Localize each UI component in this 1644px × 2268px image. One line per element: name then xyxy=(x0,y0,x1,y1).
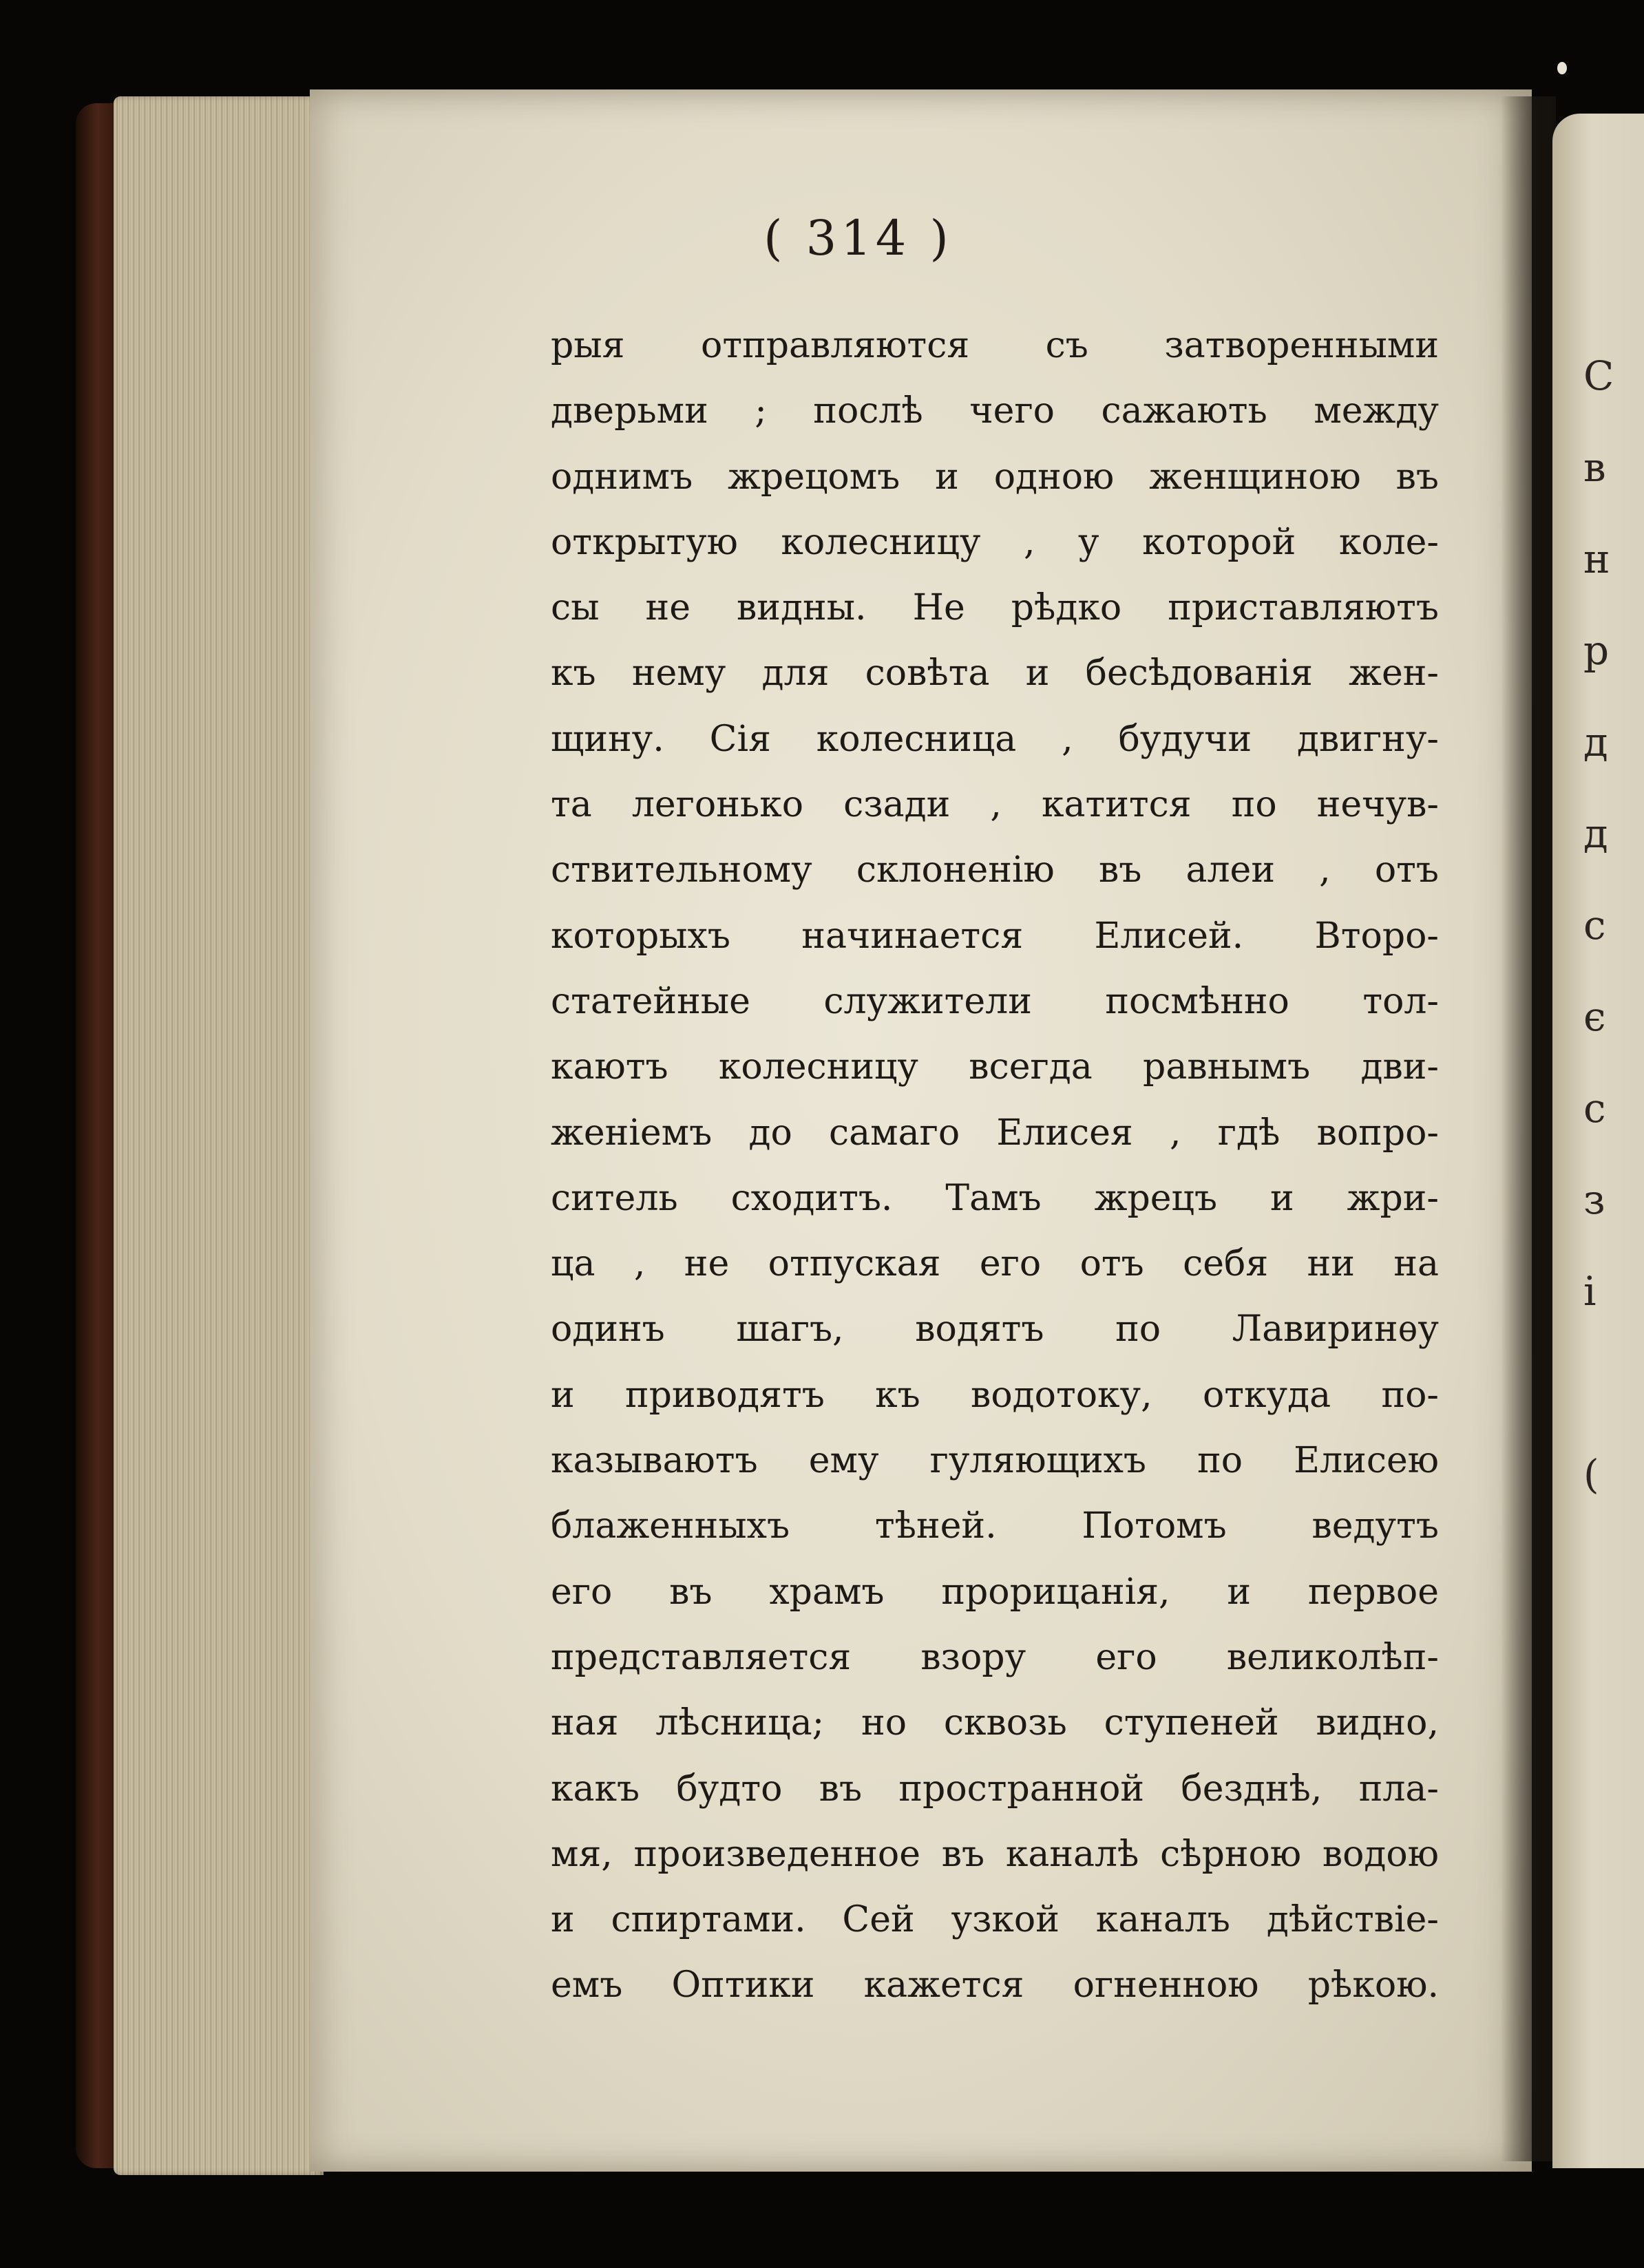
text-line: представляется взору его великолѣп- xyxy=(551,1636,1439,1678)
facing-letter: і xyxy=(1583,1268,1596,1315)
facing-letter: C xyxy=(1583,352,1614,399)
text-line: емъ Оптики кажется огненною рѣкою. xyxy=(551,1964,1439,2006)
page-body-text xyxy=(551,313,1439,2019)
facing-letter: р xyxy=(1583,627,1610,674)
text-line: щину. Сія колесница , будучи двигну- xyxy=(551,718,1439,760)
facing-letter xyxy=(1583,1337,1644,1429)
text-line: ца , не отпуская его отъ себя ни на xyxy=(551,1243,1439,1285)
text-line: которыхъ начинается Елисей. Второ- xyxy=(551,915,1439,957)
text-line: казываютъ ему гуляющихъ по Елисею xyxy=(551,1440,1439,1482)
facing-letter: в xyxy=(1583,444,1606,491)
text-line: открытую колесницу , у которой коле- xyxy=(551,521,1439,563)
dust-spot xyxy=(1557,62,1567,74)
text-line: одинъ шагъ, водятъ по Лавиринѳу xyxy=(551,1308,1439,1350)
facing-letter: ( xyxy=(1583,1451,1599,1498)
text-line: статейные служители посмѣнно тол- xyxy=(551,980,1439,1022)
text-line: ная лѣсница; но сквозь ступеней видно, xyxy=(551,1702,1439,1744)
text-line: сы не видны. Не рѣдко приставляютъ xyxy=(551,587,1439,629)
text-line: блаженныхъ тѣней. Потомъ ведутъ xyxy=(551,1505,1439,1547)
facing-letter: д xyxy=(1583,810,1608,857)
text-line: однимъ жрецомъ и одною женщиною въ xyxy=(551,456,1439,498)
text-line: мя, произведенное въ каналѣ сѣрною водою xyxy=(551,1833,1439,1875)
text-line: къ нему для совѣта и бесѣдованія жен- xyxy=(551,653,1439,695)
facing-letter: є xyxy=(1583,993,1606,1040)
text-line: рыя отправляются съ затворенными xyxy=(551,325,1439,366)
text-line: какъ будто въ пространной безднѣ, пла- xyxy=(551,1768,1439,1810)
text-line: ствительному склоненію въ алеи , отъ xyxy=(551,849,1439,891)
text-line: каютъ колесницу всегда равнымъ дви- xyxy=(551,1046,1439,1088)
text-line: та легонько сзади , катится по нечув- xyxy=(551,784,1439,826)
facing-page-letters xyxy=(1583,330,1644,1520)
facing-letter: д xyxy=(1583,719,1608,765)
text-line: его въ храмъ прорицанія, и первое xyxy=(551,1571,1439,1613)
text-line: и спиртами. Сей узкой каналъ дѣйствiе- xyxy=(551,1899,1439,1941)
page-edges xyxy=(114,96,324,2175)
page-gutter xyxy=(1501,96,1556,2161)
text-line: ситель сходитъ. Тамъ жрецъ и жри- xyxy=(551,1177,1439,1219)
page-number: ( 314 ) xyxy=(763,210,953,266)
facing-letter: н xyxy=(1583,536,1610,582)
facing-letter: з xyxy=(1583,1176,1605,1223)
facing-letter: с xyxy=(1583,1085,1606,1132)
text-line: дверьми ; послѣ чего сажають между xyxy=(551,390,1439,432)
text-line: женіемъ до самаго Елисея , гдѣ вопро- xyxy=(551,1112,1439,1154)
text-line: и приводятъ къ водотоку, откуда по- xyxy=(551,1374,1439,1416)
facing-letter: с xyxy=(1583,902,1606,948)
